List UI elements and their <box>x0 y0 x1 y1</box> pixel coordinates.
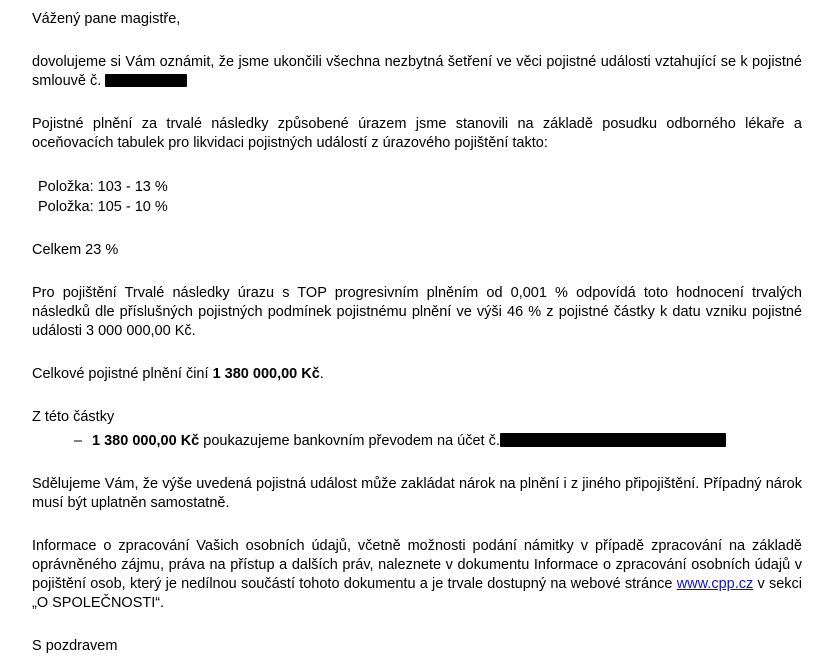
spacer <box>32 260 802 284</box>
spacer <box>32 91 802 115</box>
closing: S pozdravem <box>32 638 118 654</box>
redaction-account-number <box>500 433 726 447</box>
payment-bullet-row <box>74 431 802 451</box>
spacer <box>32 153 802 177</box>
dash-bullet-icon: – <box>74 433 83 449</box>
redaction-contract-number <box>105 74 187 87</box>
paragraph-other-insurance: Sdělujeme Vám, že výše uvedená pojistná událost může zakládat nárok na plnění i z jiného připojištění. Případný nárok musí být uplatněn samostatně. <box>32 476 802 511</box>
spacer <box>32 29 802 53</box>
gdpr-website-link[interactable]: www.cpp.cz <box>676 576 754 592</box>
spacer <box>32 513 802 537</box>
total-payout-prefix: Celkové pojistné plnění činí <box>32 366 213 382</box>
spacer <box>32 613 802 637</box>
letter-body <box>32 10 802 656</box>
payment-method-text: poukazujeme bankovním převodem na účet č. <box>199 433 500 449</box>
spacer <box>32 341 802 365</box>
spacer <box>32 384 802 408</box>
total-payout-amount: 1 380 000,00 Kč <box>212 366 320 382</box>
total-percent: Celkem 23 % <box>32 242 119 258</box>
paragraph-notice-text: dovolujeme si Vám oznámit, že jsme ukončili všechna nezbytná šetření ve věci pojistné události vztahující se k pojistné smlouvě č. <box>32 54 802 89</box>
total-payout-line <box>32 365 802 384</box>
list-item: Položka: 105 - 10 % <box>38 199 168 215</box>
paragraph-gdpr-text: Informace o zpracování Vašich osobních údajů, včetně možnosti podání námitky v případě zpracování na základě oprávněného zájmu, práva na přístup a dalších práv, naleznete v dokumentu Informace o zpracování osobních údajů v pojištění osob, který je nedílnou součástí tohoto dokumentu a je trvale dostupný na webové stránce <box>32 538 802 592</box>
payment-amount: 1 380 000,00 Kč <box>92 433 200 449</box>
payment-bullet-text <box>92 431 726 451</box>
paragraph-benefit-assessment: Pojistné plnění za trvalé následky způsobené úrazem jsme stanovili na základě posudku odborného lékaře a oceňovacích tabulek pro likvidaci pojistných událostí z úrazového pojištění takto: <box>32 116 802 151</box>
paragraph-notice <box>32 53 802 91</box>
paragraph-gdpr-tail: v sekci „O SPOLEČNOSTI“. <box>32 576 803 611</box>
spacer <box>32 451 802 475</box>
paragraph-gdpr <box>32 537 802 613</box>
spacer <box>32 217 802 241</box>
salutation: Vážený pane magistře, <box>32 11 181 27</box>
list-item: Položka: 103 - 13 % <box>38 179 168 195</box>
total-payout-suffix: . <box>319 366 324 382</box>
from-amount-label: Z této částky <box>32 409 115 425</box>
paragraph-progressive-benefit: Pro pojištění Trvalé následky úrazu s TOP progresivním plněním od 0,001 % odpovídá toto hodnocení trvalých následků dle příslušných pojistných podmínek pojistnému plnění ve výši 46 % z pojistné částky k datu vzniku pojistné události 3 000 000,00 Kč. <box>32 285 802 339</box>
